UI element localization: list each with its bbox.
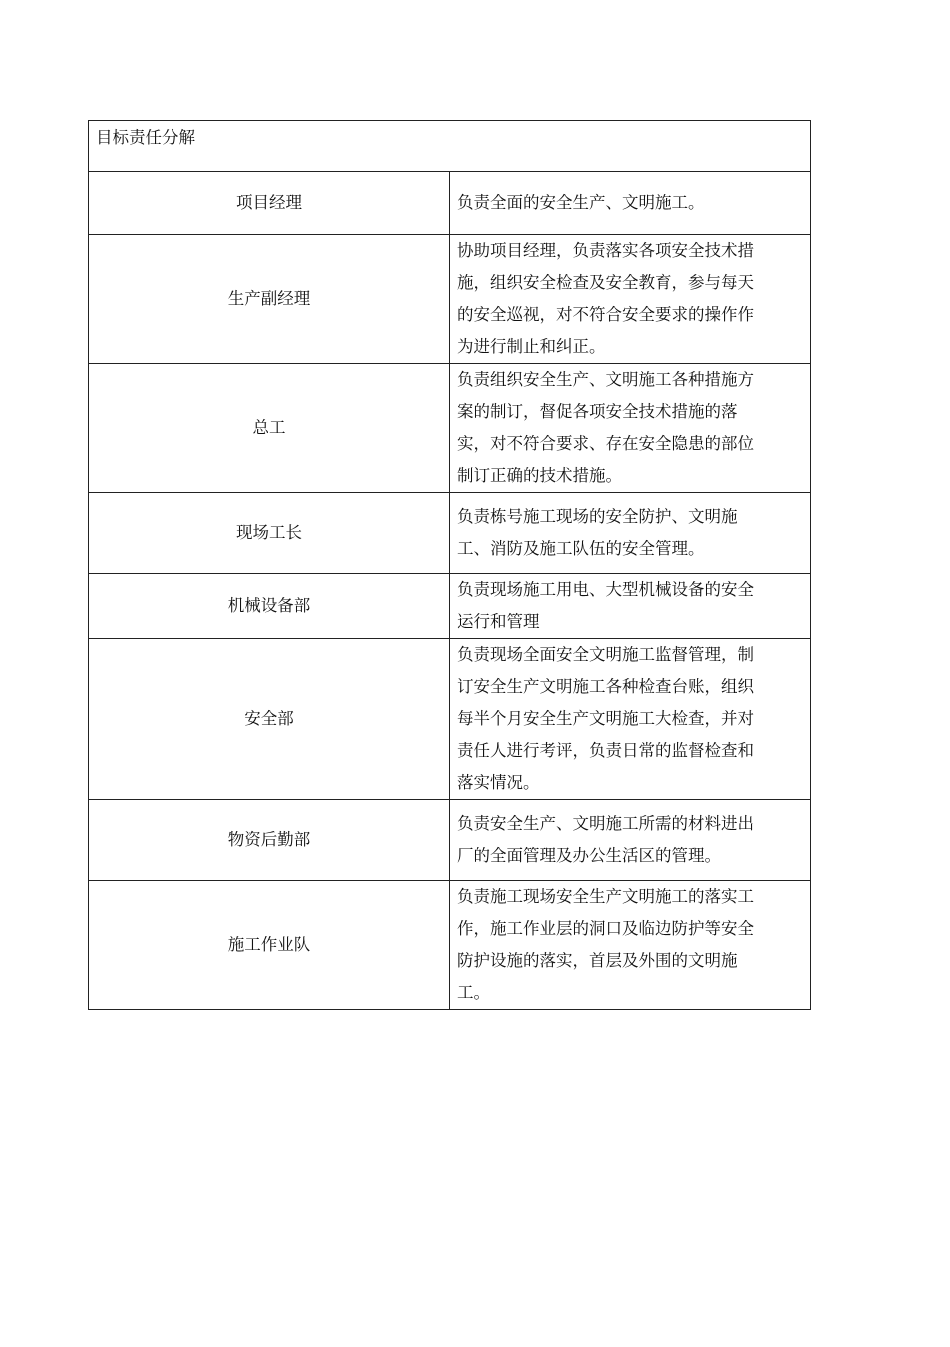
role-cell: 机械设备部: [89, 574, 450, 639]
table-row: [89, 235, 811, 364]
duty-cell: 负责安全生产、文明施工所需的材料进出厂的全面管理及办公生活区的管理。: [450, 800, 811, 881]
role-cell: 物资后勤部: [89, 800, 450, 881]
table-row: [89, 800, 811, 881]
table-row: [89, 639, 811, 800]
table-row: [89, 881, 811, 1010]
duty-cell: 协助项目经理，负责落实各项安全技术措施，组织安全检查及安全教育，参与每天的安全巡视，对不符合安全要求的操作作为进行制止和纠正。: [450, 235, 811, 364]
role-cell: 现场工长: [89, 493, 450, 574]
role-cell: 施工作业队: [89, 881, 450, 1010]
duty-cell: 负责现场施工用电、大型机械设备的安全运行和管理: [450, 574, 811, 639]
role-cell: 生产副经理: [89, 235, 450, 364]
table-row: [89, 493, 811, 574]
table-header-row: [89, 121, 811, 172]
duty-cell: 负责全面的安全生产、文明施工。: [450, 172, 811, 235]
role-cell: 安全部: [89, 639, 450, 800]
role-cell: 项目经理: [89, 172, 450, 235]
table-row: [89, 364, 811, 493]
role-cell: 总工: [89, 364, 450, 493]
table-row: [89, 574, 811, 639]
table-row: [89, 172, 811, 235]
duty-cell: 负责施工现场安全生产文明施工的落实工作，施工作业层的洞口及临边防护等安全防护设施的落实，首层及外围的文明施工。: [450, 881, 811, 1010]
responsibility-table: [88, 120, 811, 1010]
duty-cell: 负责栋号施工现场的安全防护、文明施工、消防及施工队伍的安全管理。: [450, 493, 811, 574]
duty-cell: 负责组织安全生产、文明施工各种措施方案的制订，督促各项安全技术措施的落实，对不符合要求、存在安全隐患的部位制订正确的技术措施。: [450, 364, 811, 493]
table-title: 目标责任分解: [89, 121, 811, 172]
duty-cell: 负责现场全面安全文明施工监督管理，制订安全生产文明施工各种检查台账，组织每半个月安全生产文明施工大检查，并对责任人进行考评，负责日常的监督检查和落实情况。: [450, 639, 811, 800]
